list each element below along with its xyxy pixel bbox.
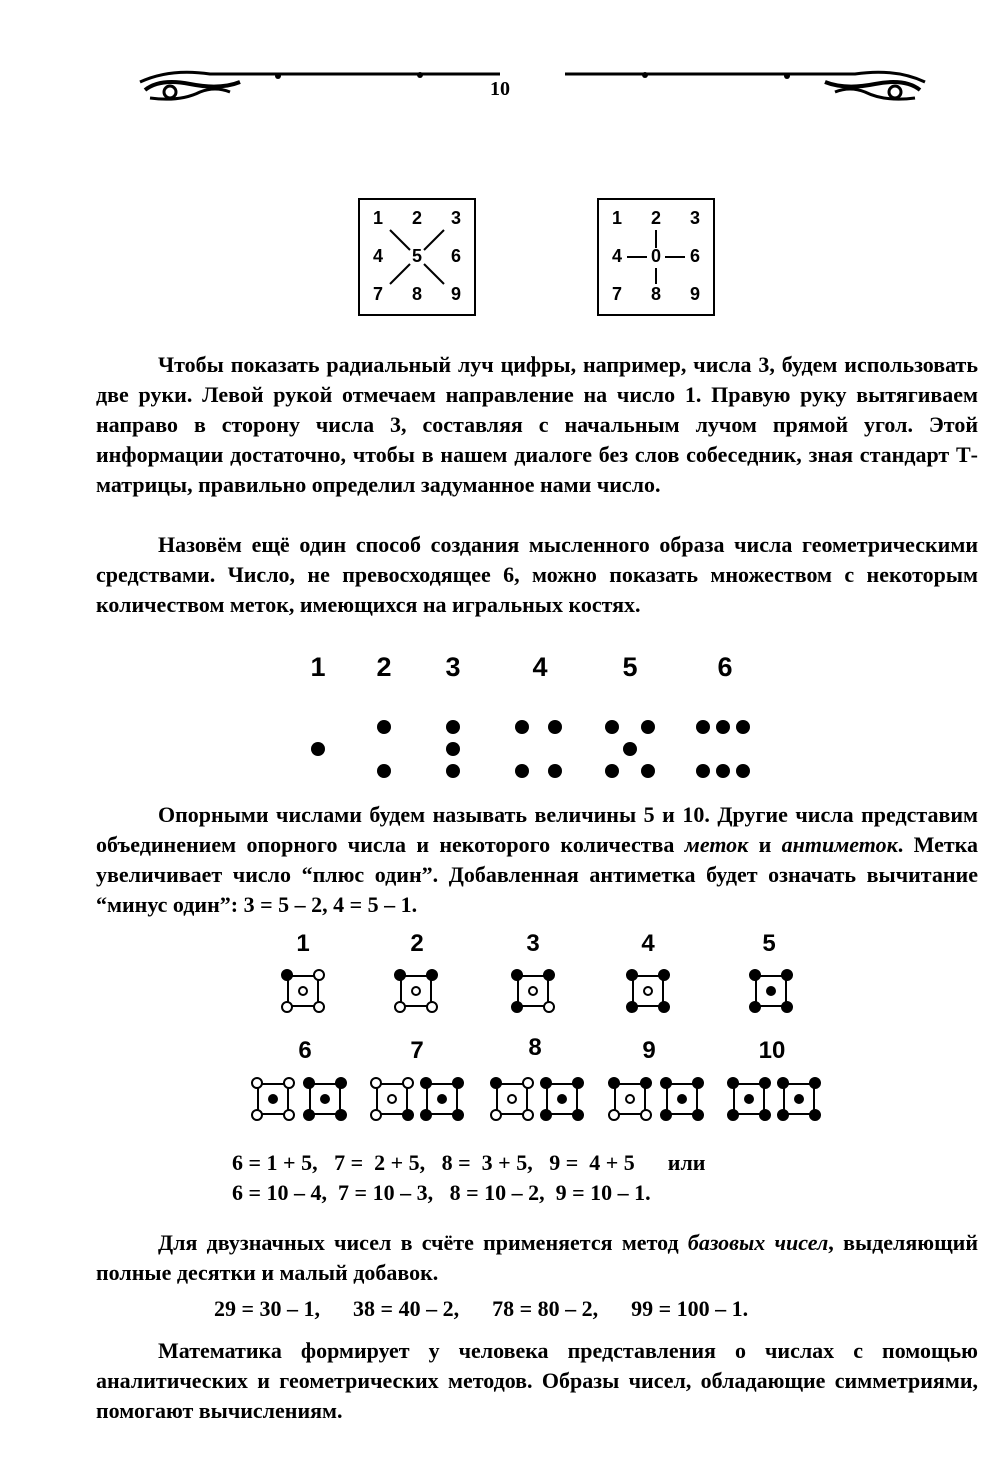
paragraph-dice-intro: Назовём ещё один способ создания мысленного образа числа геометрическими средствами. Число, не превосходящее 6, можно показать множеством с некоторым количеством меток, имеющихся на игральных костях. (96, 532, 978, 617)
dice-dot (446, 764, 460, 778)
symbol-label: 8 (528, 1034, 542, 1061)
antimark-dot (281, 1001, 293, 1013)
matrix-digit: 9 (689, 284, 700, 304)
dice-label: 5 (622, 652, 638, 682)
antimark-dot (313, 1001, 325, 1013)
matrix-digit: 7 (611, 284, 622, 304)
center-circle (507, 1094, 517, 1104)
dice-dot (377, 764, 391, 778)
paragraph-radial-ray: Чтобы показать радиальный луч цифры, например, числа 3, будем использовать две руки. Левой рукой отмечаем направление на число 1. Правую руку вытягиваем направо в сторону числа 3, составляя с начальным лучом прямой угол. Этой информации достаточно, чтобы в нашем диалоге без слов собеседник, зная стандарт Т-матрицы, правильно определил задуманное нами число. (96, 352, 978, 497)
center-circle (643, 986, 653, 996)
matrix-digit: 2 (650, 208, 661, 228)
dice-dot (377, 720, 391, 734)
center-circle (320, 1094, 330, 1104)
mark-dot (692, 1109, 704, 1121)
matrix-digit: 2 (411, 208, 422, 228)
mark-dot (394, 969, 406, 981)
mark-dot (749, 969, 761, 981)
center-circle (677, 1094, 687, 1104)
dice-dot (605, 764, 619, 778)
dice-dot (446, 720, 460, 734)
mark-dot (759, 1077, 771, 1089)
antimark-dot (402, 1077, 414, 1089)
dice-dot (311, 742, 325, 756)
symbol-label: 9 (642, 1037, 656, 1064)
formula-line-3: 29 = 30 – 1, 38 = 40 – 2, 78 = 80 – 2, 99 = 100 – 1. (214, 1296, 749, 1321)
dice-label: 4 (532, 652, 548, 682)
symbol-label: 7 (410, 1037, 424, 1064)
t-matrix-cross (597, 198, 715, 316)
center-circle (437, 1094, 447, 1104)
center-circle (766, 986, 776, 996)
matrix-digit: 6 (450, 246, 461, 266)
mark-dot (660, 1109, 672, 1121)
antimark-dot (283, 1077, 295, 1089)
paragraph-conclusion: Математика формирует у человека представления о числах с помощью аналитических и геометрических методов. Образы чисел, обладающие симметриями, помогают вычислениям. (96, 1338, 978, 1423)
matrix-digit: 6 (689, 246, 700, 266)
matrix-digit: 9 (450, 284, 461, 304)
dice-label: 2 (376, 652, 392, 682)
mark-dot (281, 969, 293, 981)
term-base-numbers: базовых чисел (687, 1230, 829, 1255)
matrix-digit: 3 (689, 208, 700, 228)
mark-dot (543, 969, 555, 981)
mark-dot (658, 969, 670, 981)
mark-dot (452, 1077, 464, 1089)
matrix-digit: 1 (611, 208, 622, 228)
dice-dot (736, 720, 750, 734)
antimark-dot (426, 1001, 438, 1013)
formula-line-1: 6 = 1 + 5, 7 = 2 + 5, 8 = 3 + 5, 9 = 4 + 5 или (232, 1150, 706, 1175)
mark-dot (777, 1109, 789, 1121)
matrix-digit: 5 (411, 246, 422, 266)
dice-dot (696, 764, 710, 778)
dice-dot (446, 742, 460, 756)
antimark-dot (251, 1077, 263, 1089)
center-circle (528, 986, 538, 996)
center-circle (625, 1094, 635, 1104)
dice-dot (716, 764, 730, 778)
symbol-label: 3 (526, 930, 540, 957)
dice-dot (623, 742, 637, 756)
matrix-digit: 3 (450, 208, 461, 228)
dice-label: 3 (445, 652, 461, 682)
symbol-label: 10 (758, 1037, 786, 1064)
symbol-label: 6 (298, 1037, 312, 1064)
mark-dot (420, 1109, 432, 1121)
mark-dot (511, 969, 523, 981)
mark-dot (777, 1077, 789, 1089)
mark-dot (692, 1077, 704, 1089)
matrix-digit: 1 (372, 208, 383, 228)
center-circle (411, 986, 421, 996)
antimark-dot (394, 1001, 406, 1013)
center-circle (268, 1094, 278, 1104)
dice-dot (716, 720, 730, 734)
mark-dot (608, 1077, 620, 1089)
mark-dot (540, 1077, 552, 1089)
antimark-dot (251, 1109, 263, 1121)
page-number: 10 (490, 78, 510, 100)
mark-dot (572, 1077, 584, 1089)
mark-dot (452, 1109, 464, 1121)
dice-label: 6 (717, 652, 733, 682)
antimark-dot (522, 1109, 534, 1121)
formula-line-2: 6 = 10 – 4, 7 = 10 – 3, 8 = 10 – 2, 9 = 10 – 1. (232, 1180, 651, 1205)
dice-dot (515, 764, 529, 778)
antimark-dot (283, 1109, 295, 1121)
dice-dot (548, 720, 562, 734)
matrix-digit: 7 (372, 284, 383, 304)
antimark-dot (370, 1077, 382, 1089)
antimark-dot (522, 1077, 534, 1089)
mark-dot (420, 1077, 432, 1089)
term-marks: меток (684, 832, 749, 857)
mark-dot (727, 1077, 739, 1089)
dice-label: 1 (310, 652, 326, 682)
mark-dot (727, 1109, 739, 1121)
mark-dot (658, 1001, 670, 1013)
center-circle (557, 1094, 567, 1104)
mark-dot (781, 969, 793, 981)
mark-dot (426, 969, 438, 981)
mark-dot (540, 1109, 552, 1121)
matrix-digit: 0 (650, 246, 661, 266)
mark-dot (572, 1109, 584, 1121)
symbol-label: 2 (410, 930, 424, 957)
dice-dot (515, 720, 529, 734)
mark-dot (809, 1109, 821, 1121)
matrix-digit: 4 (372, 246, 383, 266)
mark-dot (303, 1109, 315, 1121)
mark-dot (335, 1077, 347, 1089)
paragraph-base-numbers: Для двузначных чисел в счёте применяется метод базовых чисел, выделяющий полные десятки и малый добавок. (96, 1230, 978, 1285)
dice-dot (605, 720, 619, 734)
dice-dot (641, 764, 655, 778)
mark-dot (303, 1077, 315, 1089)
mark-dot (490, 1077, 502, 1089)
mark-dot (511, 1001, 523, 1013)
dice-dot (696, 720, 710, 734)
mark-dot (781, 1001, 793, 1013)
center-circle (744, 1094, 754, 1104)
matrix-digit: 8 (411, 284, 422, 304)
matrix-digit: 4 (611, 246, 622, 266)
t-matrix-diagonal (358, 198, 476, 316)
mark-dot (809, 1077, 821, 1089)
dice-dot (641, 720, 655, 734)
symbol-label: 5 (762, 930, 776, 957)
dice-dot (736, 764, 750, 778)
mark-dot (749, 1001, 761, 1013)
antimark-dot (370, 1109, 382, 1121)
center-circle (298, 986, 308, 996)
term-antimarks: антиметок (781, 832, 898, 857)
dice-dot (548, 764, 562, 778)
mark-dot (660, 1077, 672, 1089)
antimark-dot (313, 969, 325, 981)
mark-dot (759, 1109, 771, 1121)
antimark-dot (608, 1109, 620, 1121)
mark-dot (335, 1109, 347, 1121)
symbol-label: 1 (296, 930, 310, 957)
symbol-label: 4 (641, 930, 655, 957)
paragraph-reference-numbers: Опорными числами будем называть величины 5 и 10. Другие числа представим объединением опорного числа и некоторого количества меток и антиметок. Метка увеличивает число “плюс один”. Добавленная антиметка будет означать вычитание “минус один”: 3 = 5 – 2, 4 = 5 – 1. (96, 802, 978, 917)
mark-dot (640, 1077, 652, 1089)
matrix-digit: 8 (650, 284, 661, 304)
mark-dot (626, 1001, 638, 1013)
mark-dot (626, 969, 638, 981)
antimark-dot (543, 1001, 555, 1013)
antimark-dot (490, 1109, 502, 1121)
center-circle (794, 1094, 804, 1104)
mark-dot (402, 1109, 414, 1121)
antimark-dot (640, 1109, 652, 1121)
center-circle (387, 1094, 397, 1104)
